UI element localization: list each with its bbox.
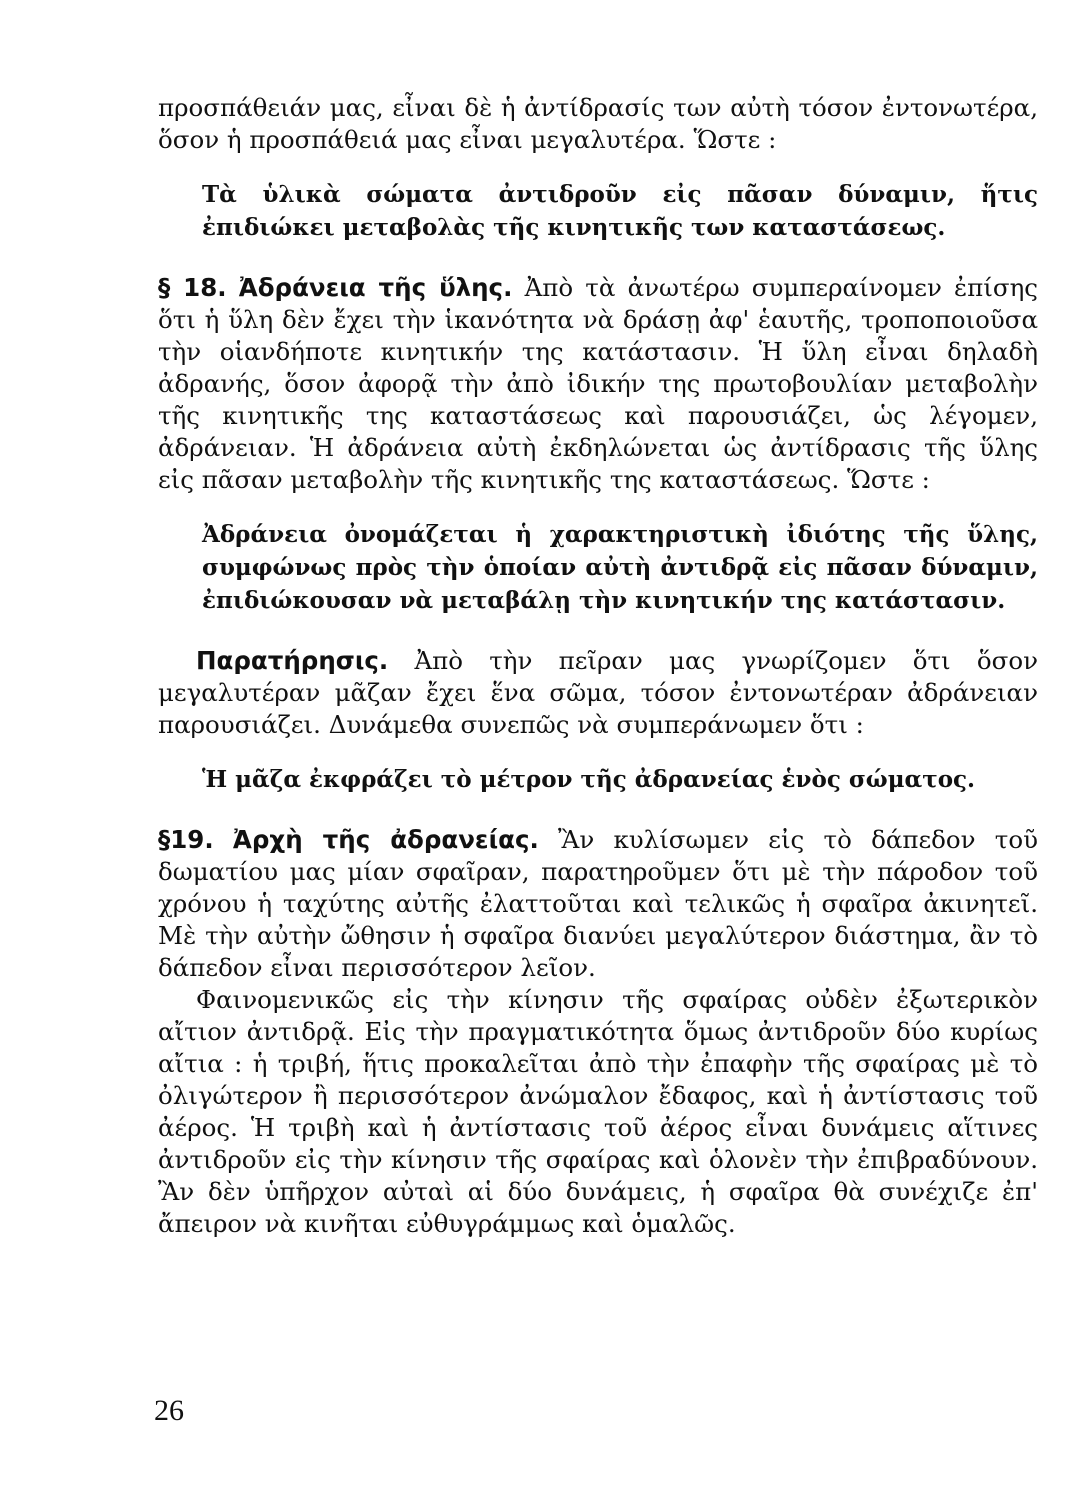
principle-definition-inertia: Ἀδράνεια ὀνομάζεται ἡ χαρακτηριστικὴ ἰδιότης τῆς ὕλης, συμφώνως πρὸς τὴν ὁποίαν αὐτὴ ἀντιδρᾷ εἰς πᾶσαν δύναμιν, ἐπιδιώκουσαν νὰ μεταβάλῃ τὴν κινητικήν της κατάστασιν. — [202, 521, 1038, 614]
section-19-body: Ἂν κυλίσωμεν εἰς τὸ δάπεδον τοῦ δωματίου μας μίαν σφαῖραν, παρατηροῦμεν ὅτι μὲ τὴν πάροδον τοῦ χρόνου ἡ ταχύτης αὐτῆς ἐλαττοῦται καὶ τελικῶς ἡ σφαῖρα ἀκινητεῖ. Μὲ τὴν αὐτὴν ὤθησιν ἡ σφαῖρα διανύει μεγαλύτερον διάστημα, ἂν τὸ δάπεδον εἶναι περισσότερον λεῖον. — [158, 825, 1038, 982]
page-body — [158, 92, 1038, 1240]
section-18-heading: Ἀδράνεια τῆς ὕλης. — [238, 273, 513, 302]
section-18-paragraph — [158, 272, 1038, 496]
section-19-number: §19. — [158, 825, 214, 854]
section-19-heading: Ἀρχὴ τῆς ἀδρανείας. — [232, 825, 539, 854]
section-18-number: § 18. — [158, 273, 227, 302]
observation-body: Ἀπὸ τὴν πεῖραν μας γνωρίζομεν ὅτι ὅσον μεγαλυτέραν μᾶζαν ἔχει ἕνα σῶμα, τόσον ἐντονωτέραν ἀδράνειαν παρουσιάζει. Δυνάμεθα συνεπῶς νὰ συμπεράνωμεν ὅτι : — [158, 646, 1039, 739]
principle-mass-measure: Ἡ μᾶζα ἐκφράζει τὸ μέτρον τῆς ἀδρανείας ἑνὸς σώματος. — [202, 766, 976, 793]
section-18-body: Ἀπὸ τὰ ἀνωτέρω συμπεραίνομεν ἐπίσης ὅτι ἡ ὕλη δὲν ἔχει τὴν ἱκανότητα νὰ δράσῃ ἀφ' ἑαυτῆς, τροποποιοῦσα τὴν οἱανδήποτε κινητικήν της κατάστασιν. Ἡ ὕλη εἶναι δηλαδὴ ἀδρανής, ὅσον ἀφορᾷ τὴν ἀπὸ ἰδικήν της πρωτοβουλίαν μεταβολὴν τῆς κινητικῆς της καταστάσεως καὶ παρουσιάζει, ὡς λέγομεν, ἀδράνειαν. Ἡ ἀδράνεια αὐτὴ ἐκδηλώνεται ὡς ἀντίδρασις τῆς ὕλης εἰς πᾶσαν μεταβολὴν τῆς κινητικῆς της καταστάσεως. Ὥστε : — [158, 273, 1038, 494]
section-19-paragraph-2: Φαινομενικῶς εἰς τὴν κίνησιν τῆς σφαίρας οὐδὲν ἐξωτερικὸν αἴτιον ἀντιδρᾷ. Εἰς τὴν πραγματικότητα ὅμως ἀντιδροῦν δύο κυρίως αἴτια : ἡ τριβή, ἥτις προκαλεῖται ἀπὸ τὴν ἐπαφὴν τῆς σφαίρας μὲ τὸ ὀλιγώτερον ἢ περισσότερον ἀνώμαλον ἔδαφος, καὶ ἡ ἀντίστασις τοῦ ἀέρος. Ἡ τριβὴ καὶ ἡ ἀντίστασις τοῦ ἀέρος εἶναι δυνάμεις αἵτινες ἀντιδροῦν εἰς τὴν κίνησιν τῆς σφαίρας καὶ ὁλονὲν τὴν ἐπιβραδύνουν. Ἂν δὲν ὑπῆρχον αὐταὶ αἱ δύο δυνάμεις, ἡ σφαῖρα θὰ συνέχιζε ἐπ' ἄπειρον νὰ κινῆται εὐθυγράμμως καὶ ὁμαλῶς. — [158, 985, 1038, 1238]
section-19-paragraph — [158, 824, 1038, 984]
continuation-paragraph: προσπάθειάν μας, εἶναι δὲ ἡ ἀντίδρασίς των αὐτὴ τόσον ἐντονωτέρα, ὅσον ἡ προσπάθειά μας εἶναι μεγαλυτέρα. Ὥστε : — [158, 93, 1038, 154]
observation-heading: Παρατήρησις. — [196, 646, 389, 675]
observation-paragraph — [158, 645, 1038, 741]
principle-statement-reaction: Τὰ ὑλικὰ σώματα ἀντιδροῦν εἰς πᾶσαν δύναμιν, ἥτις ἐπιδιώκει μεταβολὰς τῆς κινητικῆς των καταστάσεως. — [202, 181, 1038, 241]
page-number: 26 — [154, 1394, 184, 1427]
